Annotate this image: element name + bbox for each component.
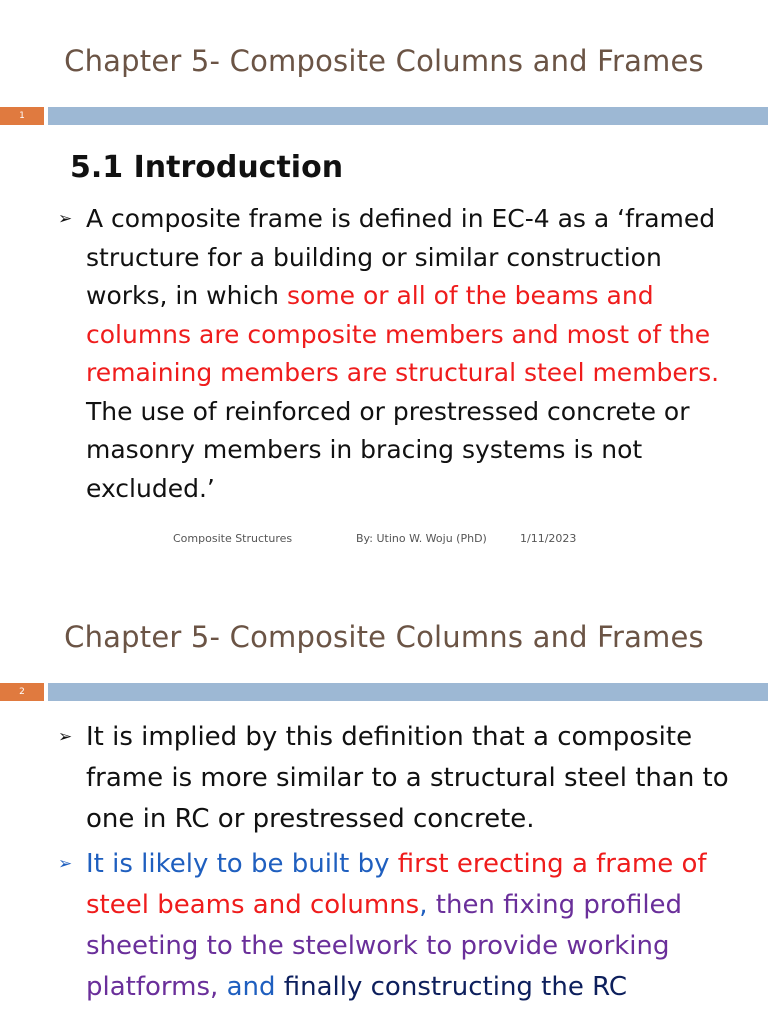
bullet-text: It is implied by this definition that a composite frame is more similar to a structural steel than to one in RC or prestressed concrete. xyxy=(86,722,729,834)
slide-number: 2 xyxy=(0,683,44,701)
bullet-emphasis-red: some or all of the beams and columns are composite members and most of the remaining members are structural steel members. xyxy=(86,281,720,387)
bullet-text-blue: It is likely to be built by xyxy=(86,849,398,879)
footer-date: 1/11/2023 xyxy=(520,532,577,545)
bullet-arrow-icon: ➢ xyxy=(58,854,73,874)
bullet-text: A composite frame is defined in EC-4 as a ‘framed structure for a building or similar construction works, in which xyxy=(86,204,716,310)
slide-title: Chapter 5- Composite Columns and Frames xyxy=(64,620,704,654)
bullet-text-blue: and xyxy=(226,972,284,1002)
bullet-arrow-icon: ➢ xyxy=(58,209,73,229)
bullet-text-red: first erecting a frame of steel beams and columns xyxy=(86,849,707,920)
footer-author: By: Utino W. Woju (PhD) xyxy=(356,532,487,545)
bullet-text-navy: finally constructing the RC xyxy=(283,972,628,1002)
slide-title: Chapter 5- Composite Columns and Frames xyxy=(64,44,704,78)
slide-number: 1 xyxy=(0,107,44,125)
slide-footer xyxy=(0,532,768,550)
bullet-arrow-icon: ➢ xyxy=(58,727,73,747)
bullet-paragraph xyxy=(58,200,744,508)
slide-header-bar xyxy=(0,107,768,125)
bullet-paragraph xyxy=(58,844,744,1008)
slide-header-bar xyxy=(0,683,768,701)
bullet-text: The use of reinforced or prestressed concrete or masonry members in bracing systems is not excluded.’ xyxy=(86,396,690,503)
header-band xyxy=(48,683,768,701)
bullet-text-purple: then fixing profiled sheeting to the steelwork to provide working platforms, xyxy=(86,890,683,1002)
bullet-text-blue: , xyxy=(419,890,436,920)
slide-2 xyxy=(0,576,768,1024)
section-heading: 5.1 Introduction xyxy=(70,150,344,185)
footer-course: Composite Structures xyxy=(173,532,293,545)
header-band xyxy=(48,107,768,125)
bullet-paragraph xyxy=(58,717,744,840)
